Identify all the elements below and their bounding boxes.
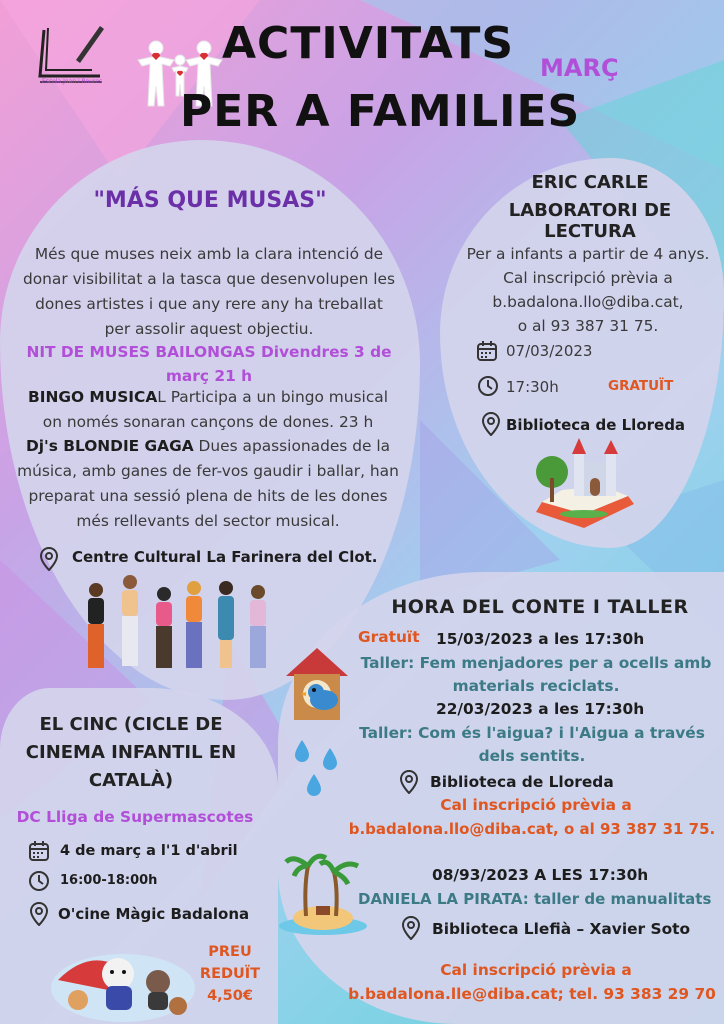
cinc-time: 16:00-18:00h xyxy=(60,873,158,888)
conte-taller-3: DANIELA LA PIRATA: taller de manualitats xyxy=(358,890,712,908)
cinc-price-1: PREU xyxy=(208,944,252,960)
conte-title: HORA DEL CONTE I TALLER xyxy=(391,596,689,618)
djs-bold: Dj's BLONDIE GAGA xyxy=(25,437,194,455)
birdhouse-illustration xyxy=(284,646,350,722)
location-pin-icon xyxy=(482,412,500,440)
location-pin-icon xyxy=(400,770,418,798)
dancers-illustration xyxy=(74,570,280,676)
clock-icon xyxy=(477,375,499,401)
eric-title-2: LABORATORI DE LECTURA xyxy=(508,200,672,242)
eric-time: 17:30h xyxy=(506,378,559,396)
conte-date-2: 22/03/2023 a les 17:30h xyxy=(436,700,645,718)
eric-line-1: Per a infants a partir de 4 anys. xyxy=(466,245,710,263)
bingo-text: L Participa a un bingo musical on només sonaran cançons de dones. 23 h xyxy=(42,388,389,431)
conte-date-3: 08/93/2023 A LES 17:30h xyxy=(432,866,649,884)
djs-text: Dues apassionades de la música, amb ganes de fer-vos gaudir i ballar, han preparat una sessió plena de hits de les dones més rellevants del sector musical. xyxy=(17,437,399,530)
eric-location: Biblioteca de Lloreda xyxy=(506,416,686,434)
school-logo xyxy=(30,20,110,90)
conte-location-2: Biblioteca Llefià – Xavier Soto xyxy=(432,920,691,938)
location-pin-icon xyxy=(30,902,48,930)
conte-date-1: 15/03/2023 a les 17:30h xyxy=(436,630,645,648)
cinc-price-2: REDUÏT xyxy=(199,966,261,982)
location-pin-icon xyxy=(402,916,420,944)
musas-title: "MÁS QUE MUSAS" xyxy=(93,188,327,213)
musas-intro: Més que muses neix amb la clara intenció de donar visibilitat a la tasca que desenvolupen les dones artistes i que any rere any ha treballat per assolir aquest objectiu. xyxy=(22,245,396,338)
castle-book-illustration xyxy=(532,438,638,542)
musas-djs xyxy=(16,434,400,534)
eric-price: GRATUÏT xyxy=(608,378,674,394)
cinc-title-3: CATALÀ) xyxy=(88,770,174,791)
eric-date: 07/03/2023 xyxy=(506,342,593,360)
location-pin-icon xyxy=(40,547,58,575)
conte-inscr-1b: b.badalona.llo@diba.cat, o al 93 387 31 75. xyxy=(348,820,716,838)
conte-taller-1: Taller: Fem menjadores per a ocells amb materials reciclats. xyxy=(360,654,712,695)
conte-taller-2: Taller: Com és l'aigua? i l'Aigua a través dels sentits. xyxy=(359,724,705,765)
musas-location: Centre Cultural La Farinera del Clot. xyxy=(72,548,378,566)
cinc-location: O'cine Màgic Badalona xyxy=(58,905,250,923)
bingo-bold: BINGO MUSICA xyxy=(27,388,158,406)
musas-highlight: NIT DE MUSES BAILONGAS Divendres 3 de març 21 h xyxy=(26,343,392,385)
cinc-dates: 4 de març a l'1 d'abril xyxy=(60,843,238,859)
month-label: MARÇ xyxy=(540,54,619,82)
conte-inscr-1a: Cal inscripció prèvia a xyxy=(440,796,632,814)
clock-icon xyxy=(28,870,50,896)
musas-bingo xyxy=(16,385,400,435)
calendar-icon xyxy=(28,840,50,866)
cinc-film: DC Lliga de Supermascotes xyxy=(16,808,254,826)
conte-inscr-2b: b.badalona.lle@diba.cat; tel. 93 383 29 70 xyxy=(348,985,716,1003)
supermascotes-illustration xyxy=(48,930,198,1022)
title-line-2: PER A FAMILIES xyxy=(180,86,581,137)
water-drops-illustration xyxy=(292,738,342,804)
eric-line-4: o al 93 387 31 75. xyxy=(517,317,659,335)
cinc-title-1: EL CINC (CICLE DE xyxy=(39,714,223,735)
eric-line-2: Cal inscripció prèvia a xyxy=(503,269,673,287)
conte-inscr-2a: Cal inscripció prèvia a xyxy=(440,961,632,979)
calendar-icon xyxy=(476,340,498,366)
conte-location-1: Biblioteca de Lloreda xyxy=(430,773,614,791)
eric-line-3: b.badalona.llo@diba.cat, xyxy=(492,293,684,311)
conte-free: Gratuït xyxy=(358,628,420,646)
title-line-1: ACTIVITATS xyxy=(222,18,515,69)
logo-text: Escola Joan i Roures xyxy=(42,78,103,85)
eric-title-1: ERIC CARLE xyxy=(531,172,649,193)
cinc-price-3: 4,50€ xyxy=(207,988,253,1004)
cinc-title-2: CINEMA INFANTIL EN xyxy=(25,742,237,763)
pirate-island-illustration xyxy=(276,846,370,940)
